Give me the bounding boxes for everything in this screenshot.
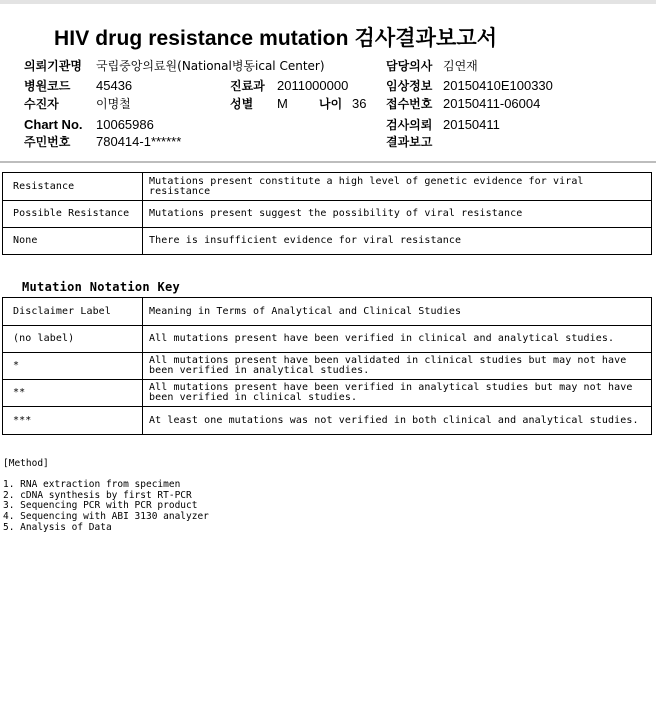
institution-value-wrap (96, 59, 325, 73)
table-row (3, 353, 652, 380)
report-title: HIV drug resistance mutation 검사결과보고서 (54, 27, 498, 50)
table-row (3, 201, 652, 228)
receiver-label: 수진자 (24, 97, 59, 111)
notation-label: ** (3, 380, 143, 407)
age-value: 36 (352, 96, 367, 111)
sex-label: 성별 (230, 97, 254, 111)
institution-field (24, 59, 82, 73)
method-step: 2. cDNA synthesis by first RT-PCR (3, 489, 192, 501)
interpretation-table (2, 172, 652, 255)
method-step: 1. RNA extraction from specimen (3, 478, 181, 490)
receipt-no-label: 접수번호 (386, 97, 433, 111)
interpretation-label: Possible Resistance (3, 201, 143, 228)
doctor-value: 김연재 (443, 59, 478, 73)
hospital-code-value: 45436 (96, 78, 133, 93)
hospital-code-label: 병원코드 (24, 79, 71, 93)
notation-label: (no label) (3, 326, 143, 353)
interpretation-meaning: Mutations present suggest the possibility of viral resistance (143, 201, 652, 228)
method-title: [Method] (3, 458, 49, 469)
department-label: 진료과 (230, 79, 265, 93)
table-row (3, 173, 652, 201)
chart-no-field (24, 118, 83, 132)
clinical-info-label: 임상정보 (386, 79, 433, 93)
doctor-label: 담당의사 (386, 59, 433, 73)
interpretation-label: None (3, 228, 143, 255)
receiver-field (24, 97, 59, 111)
result-report-label: 결과보고 (386, 135, 433, 149)
method-step: 5. Analysis of Data (3, 521, 112, 533)
test-request-label: 검사의뢰 (386, 118, 433, 132)
notation-meaning: At least one mutations was not verified in both clinical and analytical studies. (143, 407, 652, 435)
notation-title: Mutation Notation Key (22, 280, 181, 294)
notation-table (2, 297, 652, 435)
table-row (3, 228, 652, 255)
test-request-value: 20150411 (443, 117, 500, 132)
notation-label: * (3, 353, 143, 380)
sex-value: M (277, 96, 288, 111)
interpretation-meaning: There is insufficient evidence for viral resistance (143, 228, 652, 255)
table-header-row (3, 298, 652, 326)
interpretation-label: Resistance (3, 173, 143, 201)
department-value: 2011000000 (277, 78, 349, 93)
hospital-code-field (24, 79, 70, 93)
table-row (3, 407, 652, 435)
notation-meaning: All mutations present have been verified in analytical studies but may not have been verified in clinical studies. (143, 380, 652, 407)
institution-value: 국립중앙의료원(National병동ical Center) (96, 59, 325, 73)
notation-header-meaning: Meaning in Terms of Analytical and Clinical Studies (143, 298, 652, 326)
age-label: 나이 (319, 97, 343, 111)
resident-no-value: 780414-1****** (96, 134, 182, 149)
resident-no-label: 주민번호 (24, 135, 71, 149)
receiver-value: 이명철 (96, 97, 131, 111)
method-step: 4. Sequencing with ABI 3130 analyzer (3, 511, 209, 523)
clinical-info-value: 20150410E100330 (443, 78, 553, 93)
notation-meaning: All mutations present have been validated in clinical studies but may not have been verified in analytical studies. (143, 353, 652, 380)
chart-no-label: Chart No. (24, 117, 83, 132)
notation-label: *** (3, 407, 143, 435)
resident-no-field (24, 135, 70, 149)
top-border (0, 0, 656, 4)
institution-label: 의뢰기관명 (24, 59, 82, 73)
method-step: 3. Sequencing PCR with PCR product (3, 500, 198, 512)
method-section (3, 459, 209, 534)
header-divider (0, 161, 656, 163)
notation-header-label: Disclaimer Label (3, 298, 143, 326)
chart-no-value: 10065986 (96, 117, 154, 132)
receipt-no-value: 20150411-06004 (443, 96, 541, 111)
table-row (3, 380, 652, 407)
notation-meaning: All mutations present have been verified in clinical and analytical studies. (143, 326, 652, 353)
interpretation-meaning: Mutations present constitute a high level of genetic evidence for viral resistance (143, 173, 652, 201)
table-row (3, 326, 652, 353)
